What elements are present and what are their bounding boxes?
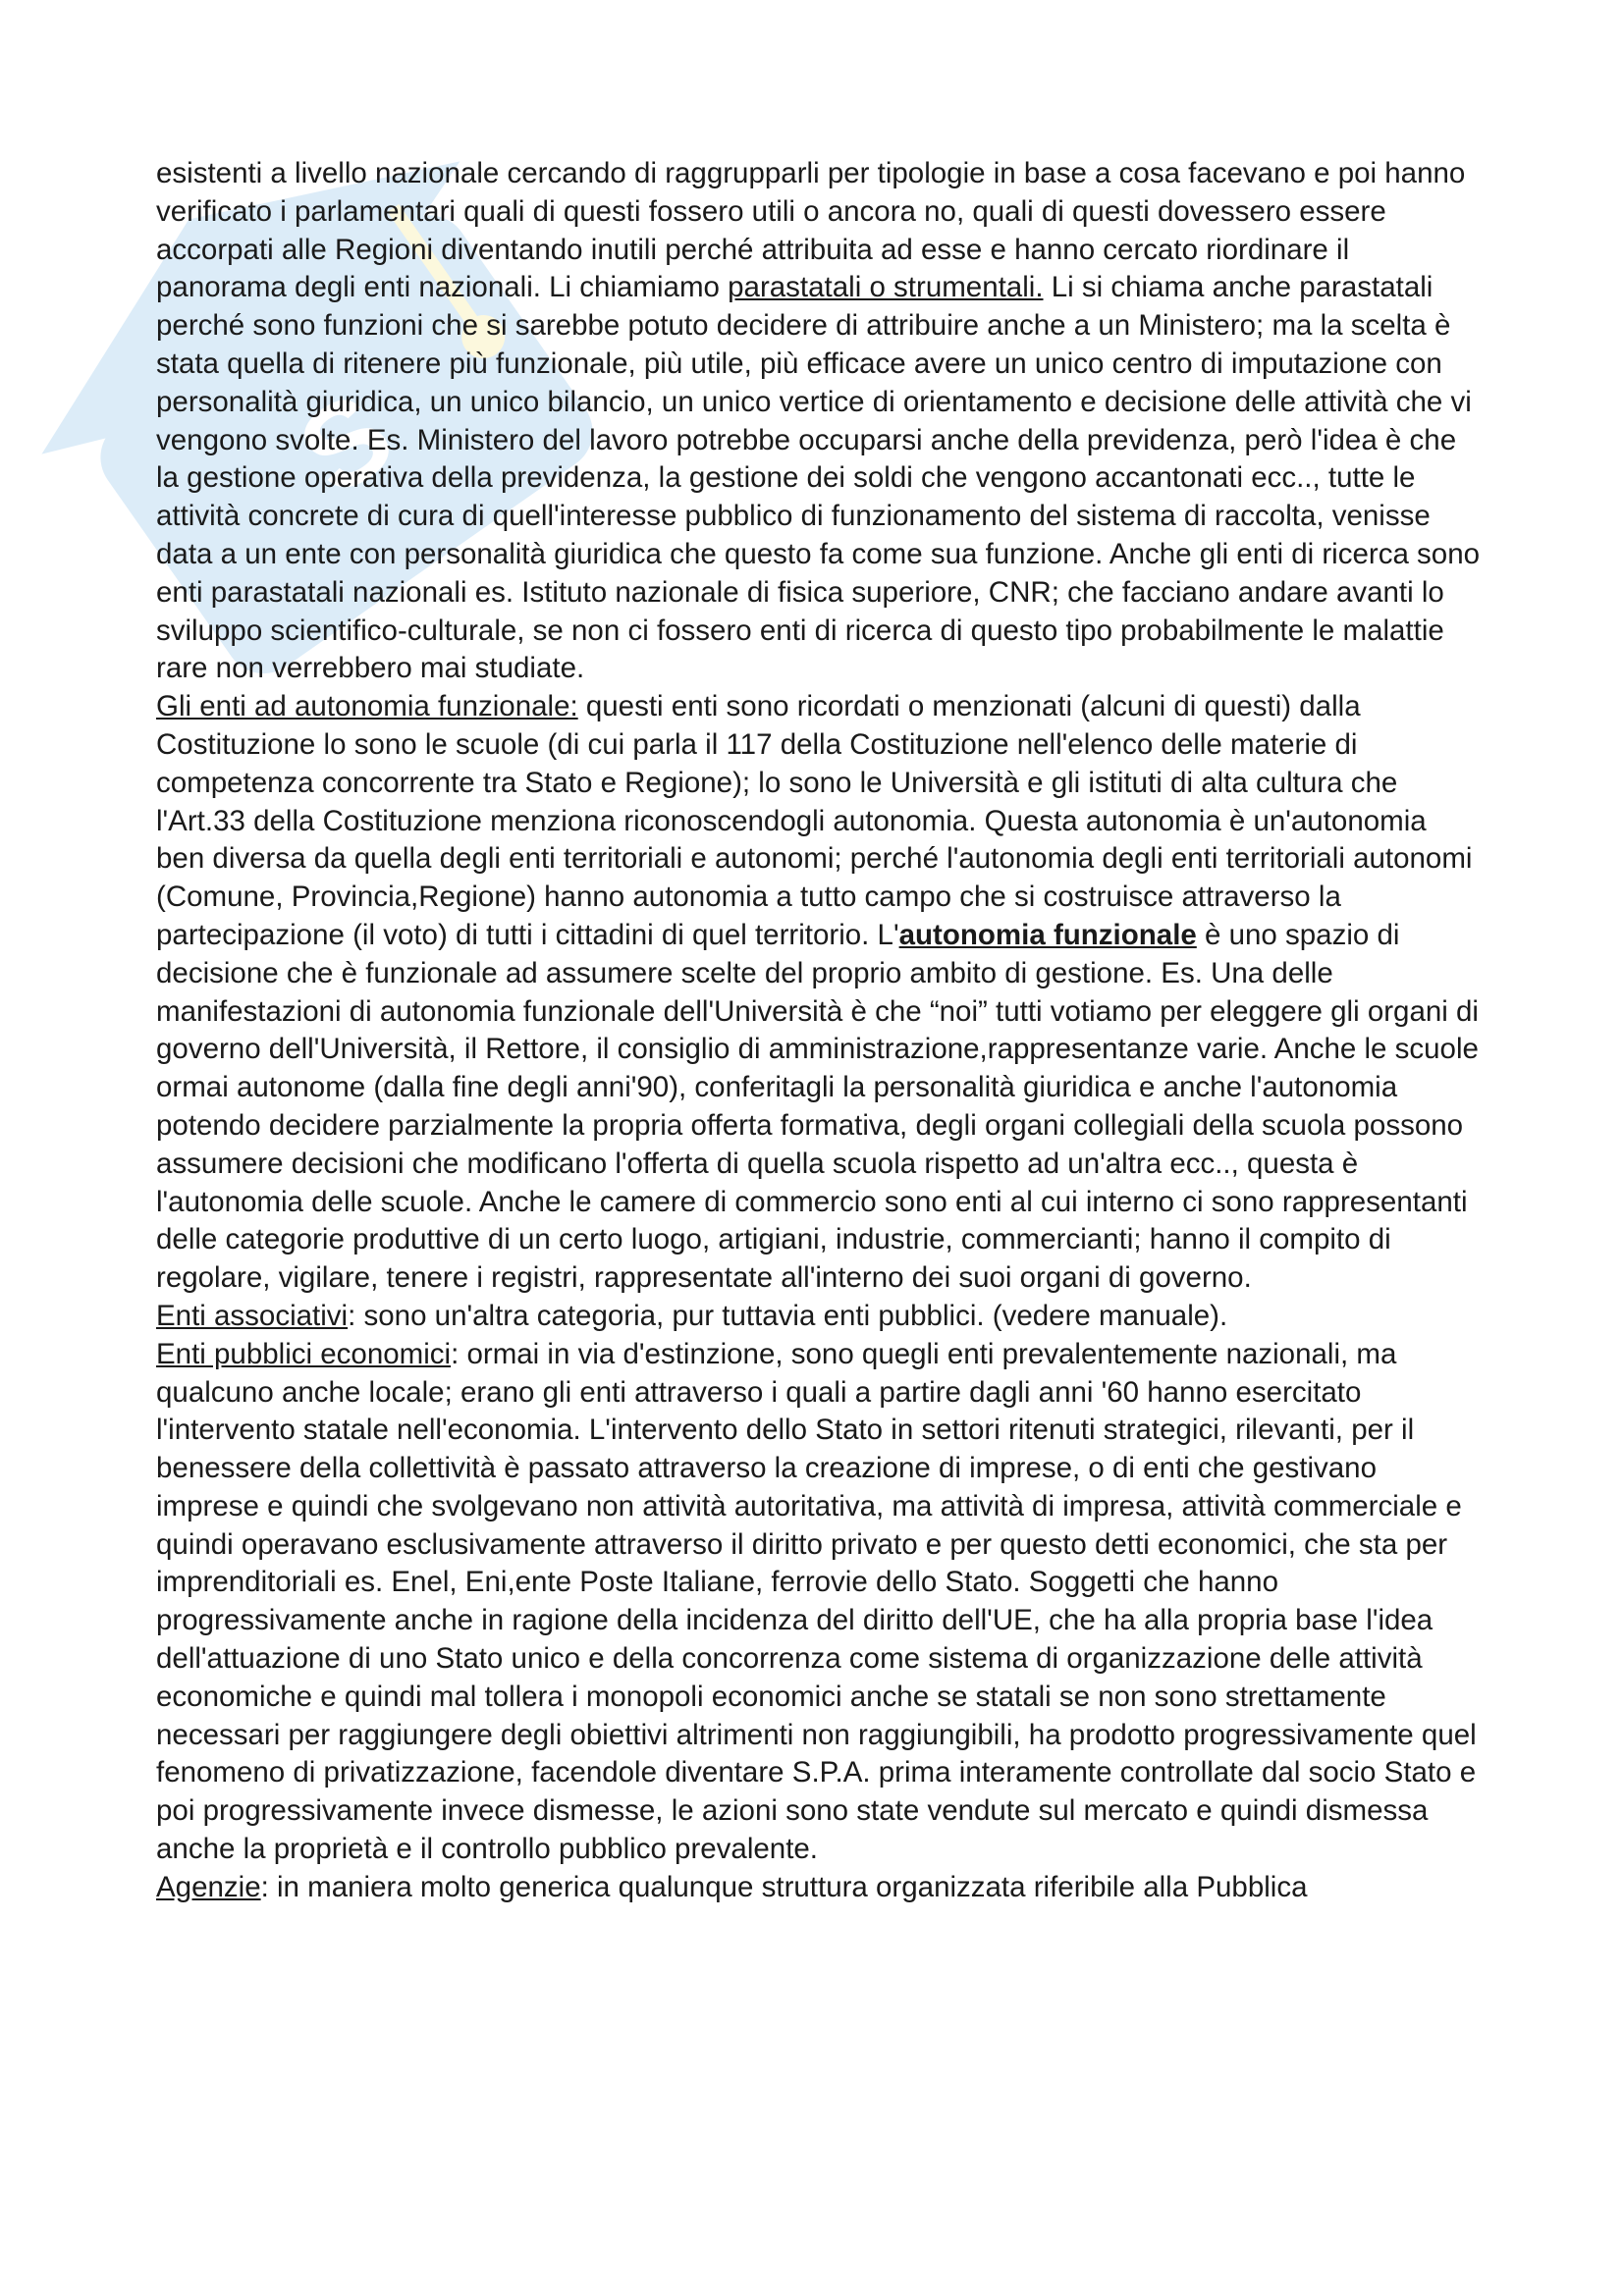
text-run: Li si chiama anche parastatali perché sono funzioni che si sarebbe potuto decidere di attribuire anche a un Ministero; ma la scelta è stata quella di ritenere più funzionale, più utile, più efficace avere un unico centro di imputazione con personalità giuridica, un unico bilancio, un unico vertice di orientamento e decisione delle attività che vi vengono svolte. Es. Ministero del lavoro potrebbe occuparsi anche della previdenza, però l'idea è che la gestione operativa della previdenza, la gestione dei soldi che vengono accantonati ecc.., tutte le attività concrete di cura di quell'interesse pubblico di funzionamento del sistema di raccolta, venisse data a un ente con personalità giuridica che questo fa come sua funzione. Anche gli enti di ricerca sono enti parastatali nazionali es. Istituto nazionale di fisica superiore, CNR; che facciano andare avanti lo sviluppo scientifico-culturale, se non ci fossero enti di ricerca di questo tipo probabilmente le malattie rare non verrebbero mai studiate. (156, 271, 1481, 685)
underlined-term: parastatali o strumentali. (728, 271, 1044, 304)
text-run: esistenti a livello nazionale cercando di raggrupparli per tipologie in base a cosa facevano e poi hanno verificato i parlamentari quali di questi fossero utili o ancora no, quali di questi dovessero essere accorpati alle Regioni diventando inutili perché attribuita ad esse e hanno cercato riordinare il panorama degli enti nazionali. Li chiamiamo (156, 157, 1466, 304)
underlined-term: Agenzie (156, 1870, 261, 1903)
paragraph (156, 155, 1482, 688)
paragraph (156, 1869, 1482, 1907)
text-run: questi enti sono ricordati o menzionati (alcuni di questi) dalla Costituzione lo sono le scuole (di cui parla il 117 della Costituzione nell'elenco delle materie di competenza concorrente tra Stato e Regione); lo sono le Università e gli istituti di alta cultura che l'Art.33 della Costituzione menziona riconoscendogli autonomia. Questa autonomia è un'autonomia ben diversa da quella degli enti territoriali e autonomi; perché l'autonomia degli enti territoriali autonomi (Comune, Provincia,Regione) hanno autonomia a tutto campo che si costruisce attraverso la partecipazione (il voto) di tutti i cittadini di quel territorio. L' (156, 690, 1473, 951)
text-run: è uno spazio di decisione che è funzionale ad assumere scelte del proprio ambito di gestione. Es. Una delle manifestazioni di autonomia funzionale dell'Università è che “noi” tutti votiamo per eleggere gli organi di governo dell'Università, il Rettore, il consiglio di amministrazione,rappresentanze varie. Anche le scuole ormai autonome (dalla fine degli anni'90), conferitagli la personalità giuridica e anche l'autonomia potendo decidere parzialmente la propria offerta formativa, degli organi collegiali della scuola possono assumere decisioni che modificano l'offerta di quella scuola rispetto ad un'altra ecc.., questa è l'autonomia delle scuole. Anche le camere di commercio sono enti al cui interno ci sono rappresentanti delle categorie produttive di un certo luogo, artigiani, industrie, commercianti; hanno il compito di regolare, vigilare, tenere i registri, rappresentate all'interno dei suoi organi di governo. (156, 918, 1479, 1295)
paragraph (156, 1336, 1482, 1869)
text-run: : ormai in via d'estinzione, sono quegli enti prevalentemente nazionali, ma qualcuno anche locale; erano gli enti attraverso i quali a partire dagli anni '60 hanno esercitato l'intervento statale nell'economia. L'intervento dello Stato in settori ritenuti strategici, rilevanti, per il benessere della collettività è passato attraverso la creazione di imprese, o di enti che gestivano imprese e quindi che svolgevano non attività autoritativa, ma attività di impresa, attività commerciale e quindi operavano esclusivamente attraverso il diritto privato e per questo detti economici, che sta per imprenditoriali es. Enel, Eni,ente Poste Italiane, ferrovie dello Stato. Soggetti che hanno progressivamente anche in ragione della incidenza del diritto dell'UE, che ha alla propria base l'idea dell'attuazione di uno Stato unico e della concorrenza come sistema di organizzazione delle attività economiche e quindi mal tollera i monopoli economici anche se statali se non sono strettamente necessari per raggiungere degli obiettivi altrimenti non raggiungibili, ha prodotto progressivamente quel fenomeno di privatizzazione, facendole diventare S.P.A. prima interamente controllate dal socio Stato e poi progressivamente invece dismesse, le azioni sono state vendute sul mercato e quindi dismessa anche la proprietà e il controllo pubblico prevalente. (156, 1337, 1477, 1866)
text-run: : in maniera molto generica qualunque struttura organizzata riferibile alla Pubblica (260, 1870, 1308, 1903)
svg-text:S: S (276, 367, 416, 520)
paragraph (156, 688, 1482, 1298)
bold-underlined-term: autonomia funzionale (898, 918, 1197, 951)
underlined-term: Gli enti ad autonomia funzionale: (156, 690, 578, 723)
body-text (156, 155, 1482, 1907)
paragraph (156, 1298, 1482, 1336)
text-run: : sono un'altra categoria, pur tuttavia enti pubblici. (vedere manuale). (348, 1299, 1228, 1332)
underlined-term: Enti pubblici economici (156, 1337, 452, 1370)
underlined-term: Enti associativi (156, 1299, 349, 1332)
